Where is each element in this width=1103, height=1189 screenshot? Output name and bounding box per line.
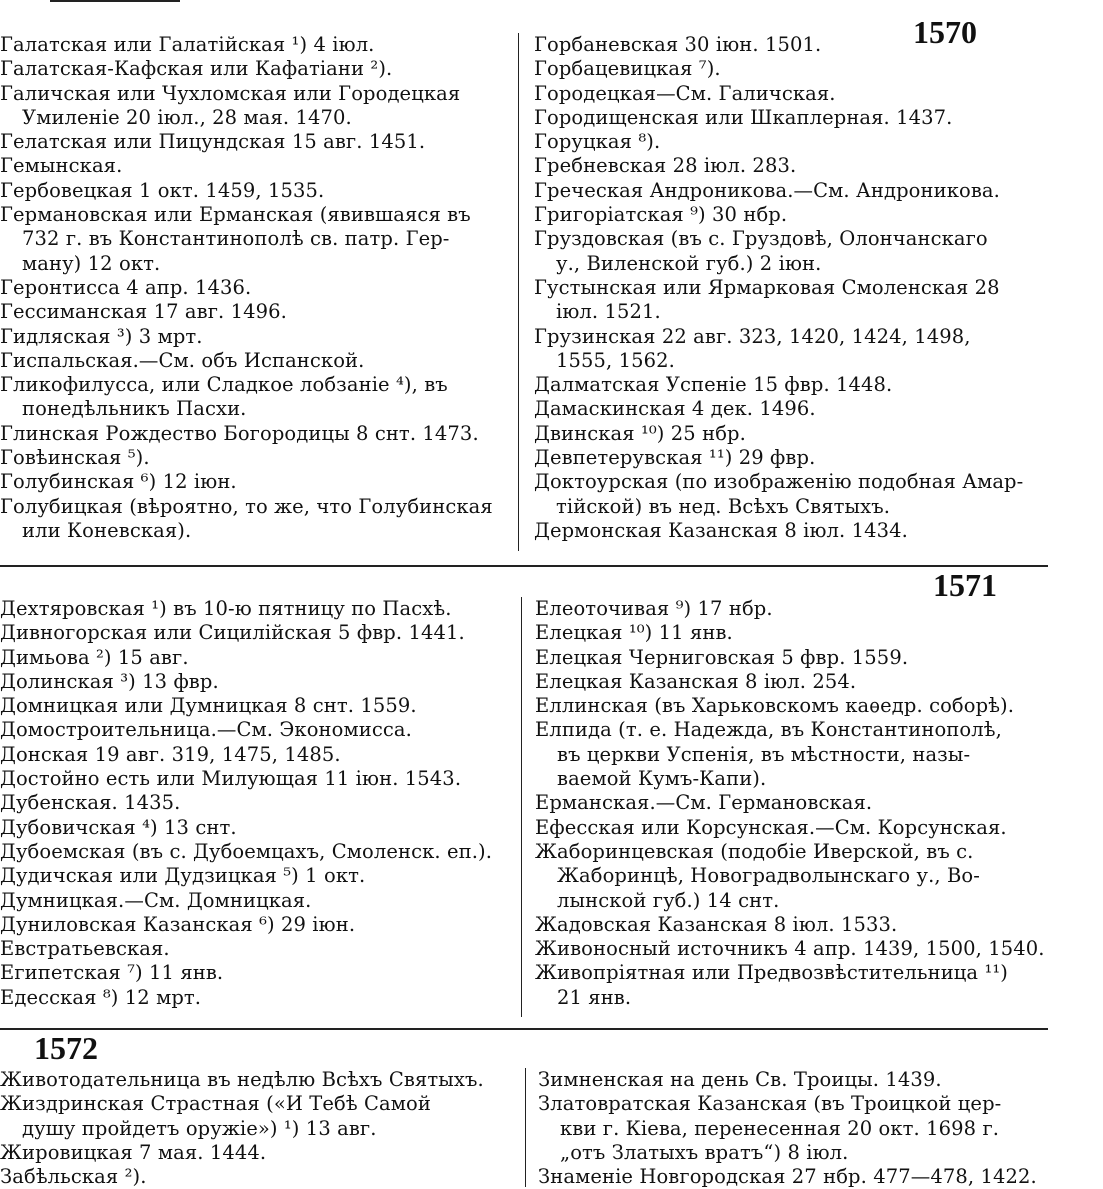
entry-line: Жаборинцевская (подобіе Иверской, въ с. (535, 839, 974, 863)
entry-line: Галатская или Галатійская ¹) 4 іюл. (0, 33, 375, 56)
entry-line: Живоносный источникъ 4 апр. 1439, 1500, 1540. (535, 937, 1045, 961)
entry-line: Достойно есть или Милующая 11 іюн. 1543. (0, 767, 462, 791)
entry-line: Умиленіе 20 іюл., 28 мая. 1470. (22, 105, 352, 129)
entry-line: Домницкая или Думницкая 8 снт. 1559. (0, 694, 417, 718)
entry-line: Дамаскинская 4 дек. 1496. (534, 397, 816, 421)
entry-line: ману) 12 окт. (22, 251, 161, 275)
entry-line: Германовская или Ерманская (явившаяся въ (0, 203, 471, 227)
entry-line: іюл. 1521. (556, 300, 661, 324)
section-divider (0, 1028, 1048, 1030)
entry-line: Елецкая ¹⁰) 11 янв. (535, 621, 733, 645)
entry-line: Дубоемская (въ с. Дубоемцахъ, Смоленск. еп.). (0, 839, 493, 863)
entry-line: ваемой Кумъ-Капи). (557, 767, 767, 791)
entry-line: Ерманская.—См. Германовская. (535, 791, 873, 815)
entry-line: кви г. Кіева, перенесенная 20 окт. 1698 г. (560, 1116, 1000, 1140)
entry-line: понедѣльникъ Пасхи. (22, 397, 247, 421)
entry-line: Городецкая—См. Галичская. (534, 81, 836, 105)
entry-line: Гребневская 28 іюл. 283. (534, 154, 797, 178)
entry-line: Димьова ²) 15 авг. (0, 645, 189, 669)
entry-line: Жадовская Казанская 8 іюл. 1533. (535, 912, 898, 936)
page-number: 1570 (913, 14, 977, 50)
entry-line: 732 г. въ Константинополѣ св. патр. Гер- (22, 227, 450, 251)
section-page-1572 (0, 1068, 1103, 1187)
entry-line: Гликофилусса, или Сладкое лобзаніе ⁴), въ (0, 373, 448, 397)
left-column (0, 33, 508, 543)
entry-line: 1555, 1562. (556, 348, 675, 372)
entry-line: Галатская-Кафская или Кафатіани ²). (0, 57, 393, 81)
entry-line: тійской) въ нед. Всѣхъ Святыхъ. (556, 494, 891, 518)
entry-line: Галичская или Чухломская или Городецкая (0, 81, 461, 105)
entry-line: Голубицкая (вѣроятно, то же, что Голубинская (0, 494, 493, 518)
entry-line: Геронтисса 4 апр. 1436. (0, 275, 252, 299)
entry-line: Елецкая Черниговская 5 фвр. 1559. (535, 645, 909, 669)
column-divider (525, 1068, 526, 1187)
entry-line: Дермонская Казанская 8 іюл. 1434. (534, 518, 908, 542)
entry-line: Двинская ¹⁰) 25 нбр. (534, 421, 746, 445)
entry-line: Жаборинцѣ, Новоградволынскаго у., Во- (557, 864, 980, 888)
entry-line: Елеоточивая ⁹) 17 нбр. (535, 597, 773, 620)
entry-line: Еллинская (въ Харьковскомъ каѳедр. соборѣ). (535, 694, 1015, 718)
column-divider (521, 597, 522, 1017)
entry-line: Думницкая.—См. Домницкая. (0, 888, 312, 912)
section-page-1570 (0, 33, 1103, 553)
entry-line: Дудичская или Дудзицкая ⁵) 1 окт. (0, 864, 366, 888)
entry-line: Зимненская на день Св. Троицы. 1439. (538, 1068, 942, 1091)
entry-line: Горбаневская 30 іюн. 1501. (534, 33, 822, 56)
entry-line: или Коневская). (22, 518, 192, 542)
top-rule-fragment (50, 0, 180, 2)
section-divider (0, 565, 1048, 567)
entry-line: Елпида (т. е. Надежда, въ Константинополѣ, (535, 718, 1002, 742)
entry-line: Дубенская. 1435. (0, 791, 181, 815)
entry-line: Дивногорская или Сицилійская 5 фвр. 1441. (0, 621, 465, 645)
entry-line: Гиспальская.—См. объ Испанской. (0, 348, 365, 372)
entry-line: Дехтяровская ¹) въ 10-ю пятницу по Пасхѣ. (0, 597, 452, 620)
right-column (538, 1068, 1098, 1189)
entry-line: Знаменіе Новгородская 27 нбр. 477—478, 1422. (538, 1165, 1037, 1189)
entry-line: въ церкви Успенія, въ мѣстности, назы- (557, 742, 971, 766)
entry-line: Жиздринская Страстная («И Тебѣ Самой (0, 1092, 431, 1116)
section-page-1571 (0, 597, 1103, 1017)
entry-line: Гессиманская 17 авг. 1496. (0, 300, 287, 324)
entry-line: Египетская ⁷) 11 янв. (0, 961, 224, 985)
entry-line: Доктоурская (по изображенію подобная Амар- (534, 470, 1024, 494)
entry-line: Гемынская. (0, 154, 123, 178)
entry-line: Евстратьевская. (0, 937, 170, 961)
entry-line: Густынская или Ярмарковая Смоленская 28 (534, 275, 1000, 299)
left-column (0, 597, 520, 1010)
entry-line: „отъ Златыхъ вратъ“) 8 іюл. (560, 1140, 849, 1164)
entry-line: лынской губ.) 14 снт. (557, 888, 780, 912)
entry-line: душу пройдетъ оружіе») ¹) 13 авг. (22, 1116, 377, 1140)
entry-line: Греческая Андроникова.—См. Андроникова. (534, 178, 1000, 202)
entry-line: Груздовская (въ с. Груздовѣ, Олончанскаго (534, 227, 988, 251)
entry-line: Едесская ⁸) 12 мрт. (0, 985, 202, 1009)
entry-line: Говѣинская ⁵). (0, 446, 150, 470)
entry-line: Забѣльская ²). (0, 1165, 147, 1189)
entry-line: Жировицкая 7 мая. 1444. (0, 1140, 267, 1164)
entry-line: Долинская ³) 13 фвр. (0, 669, 219, 693)
entry-line: Живопріятная или Предвозвѣстительница ¹¹) (535, 961, 1008, 985)
right-column (534, 33, 1094, 543)
entry-line: Глинская Рождество Богородицы 8 снт. 1473. (0, 421, 479, 445)
entry-line: Горбацевицкая ⁷). (534, 57, 721, 81)
entry-line: Далматская Успеніе 15 фвр. 1448. (534, 373, 893, 397)
page-number: 1571 (933, 567, 997, 603)
entry-line: Городищенская или Шкаплерная. 1437. (534, 105, 953, 129)
entry-line: Ефесская или Корсунская.—См. Корсунская. (535, 815, 1007, 839)
entry-line: Донская 19 авг. 319, 1475, 1485. (0, 742, 341, 766)
entry-line: Златовратская Казанская (въ Троицкой цер- (538, 1092, 1002, 1116)
entry-line: Девпетерувская ¹¹) 29 фвр. (534, 446, 816, 470)
entry-line: Дубовичская ⁴) 13 снт. (0, 815, 237, 839)
entry-line: Горуцкая ⁸). (534, 130, 661, 154)
entry-line: Домостроительница.—См. Экономисса. (0, 718, 412, 742)
entry-line: Грузинская 22 авг. 323, 1420, 1424, 1498, (534, 324, 971, 348)
entry-line: Дуниловская Казанская ⁶) 29 іюн. (0, 912, 356, 936)
left-column (0, 1068, 518, 1189)
entry-line: Животодательница въ недѣлю Всѣхъ Святыхъ. (0, 1068, 484, 1091)
entry-line: Гербовецкая 1 окт. 1459, 1535. (0, 178, 325, 202)
page-number: 1572 (34, 1030, 98, 1066)
entry-line: Гелатская или Пицундская 15 авг. 1451. (0, 130, 426, 154)
entry-line: Григоріатская ⁹) 30 нбр. (534, 203, 788, 227)
entry-line: Елецкая Казанская 8 іюл. 254. (535, 669, 857, 693)
right-column (535, 597, 1095, 1010)
entry-line: 21 янв. (557, 985, 632, 1009)
entry-line: Гидляская ³) 3 мрт. (0, 324, 203, 348)
entry-line: у., Виленской губ.) 2 іюн. (556, 251, 822, 275)
column-divider (518, 33, 519, 551)
entry-line: Голубинская ⁶) 12 іюн. (0, 470, 237, 494)
